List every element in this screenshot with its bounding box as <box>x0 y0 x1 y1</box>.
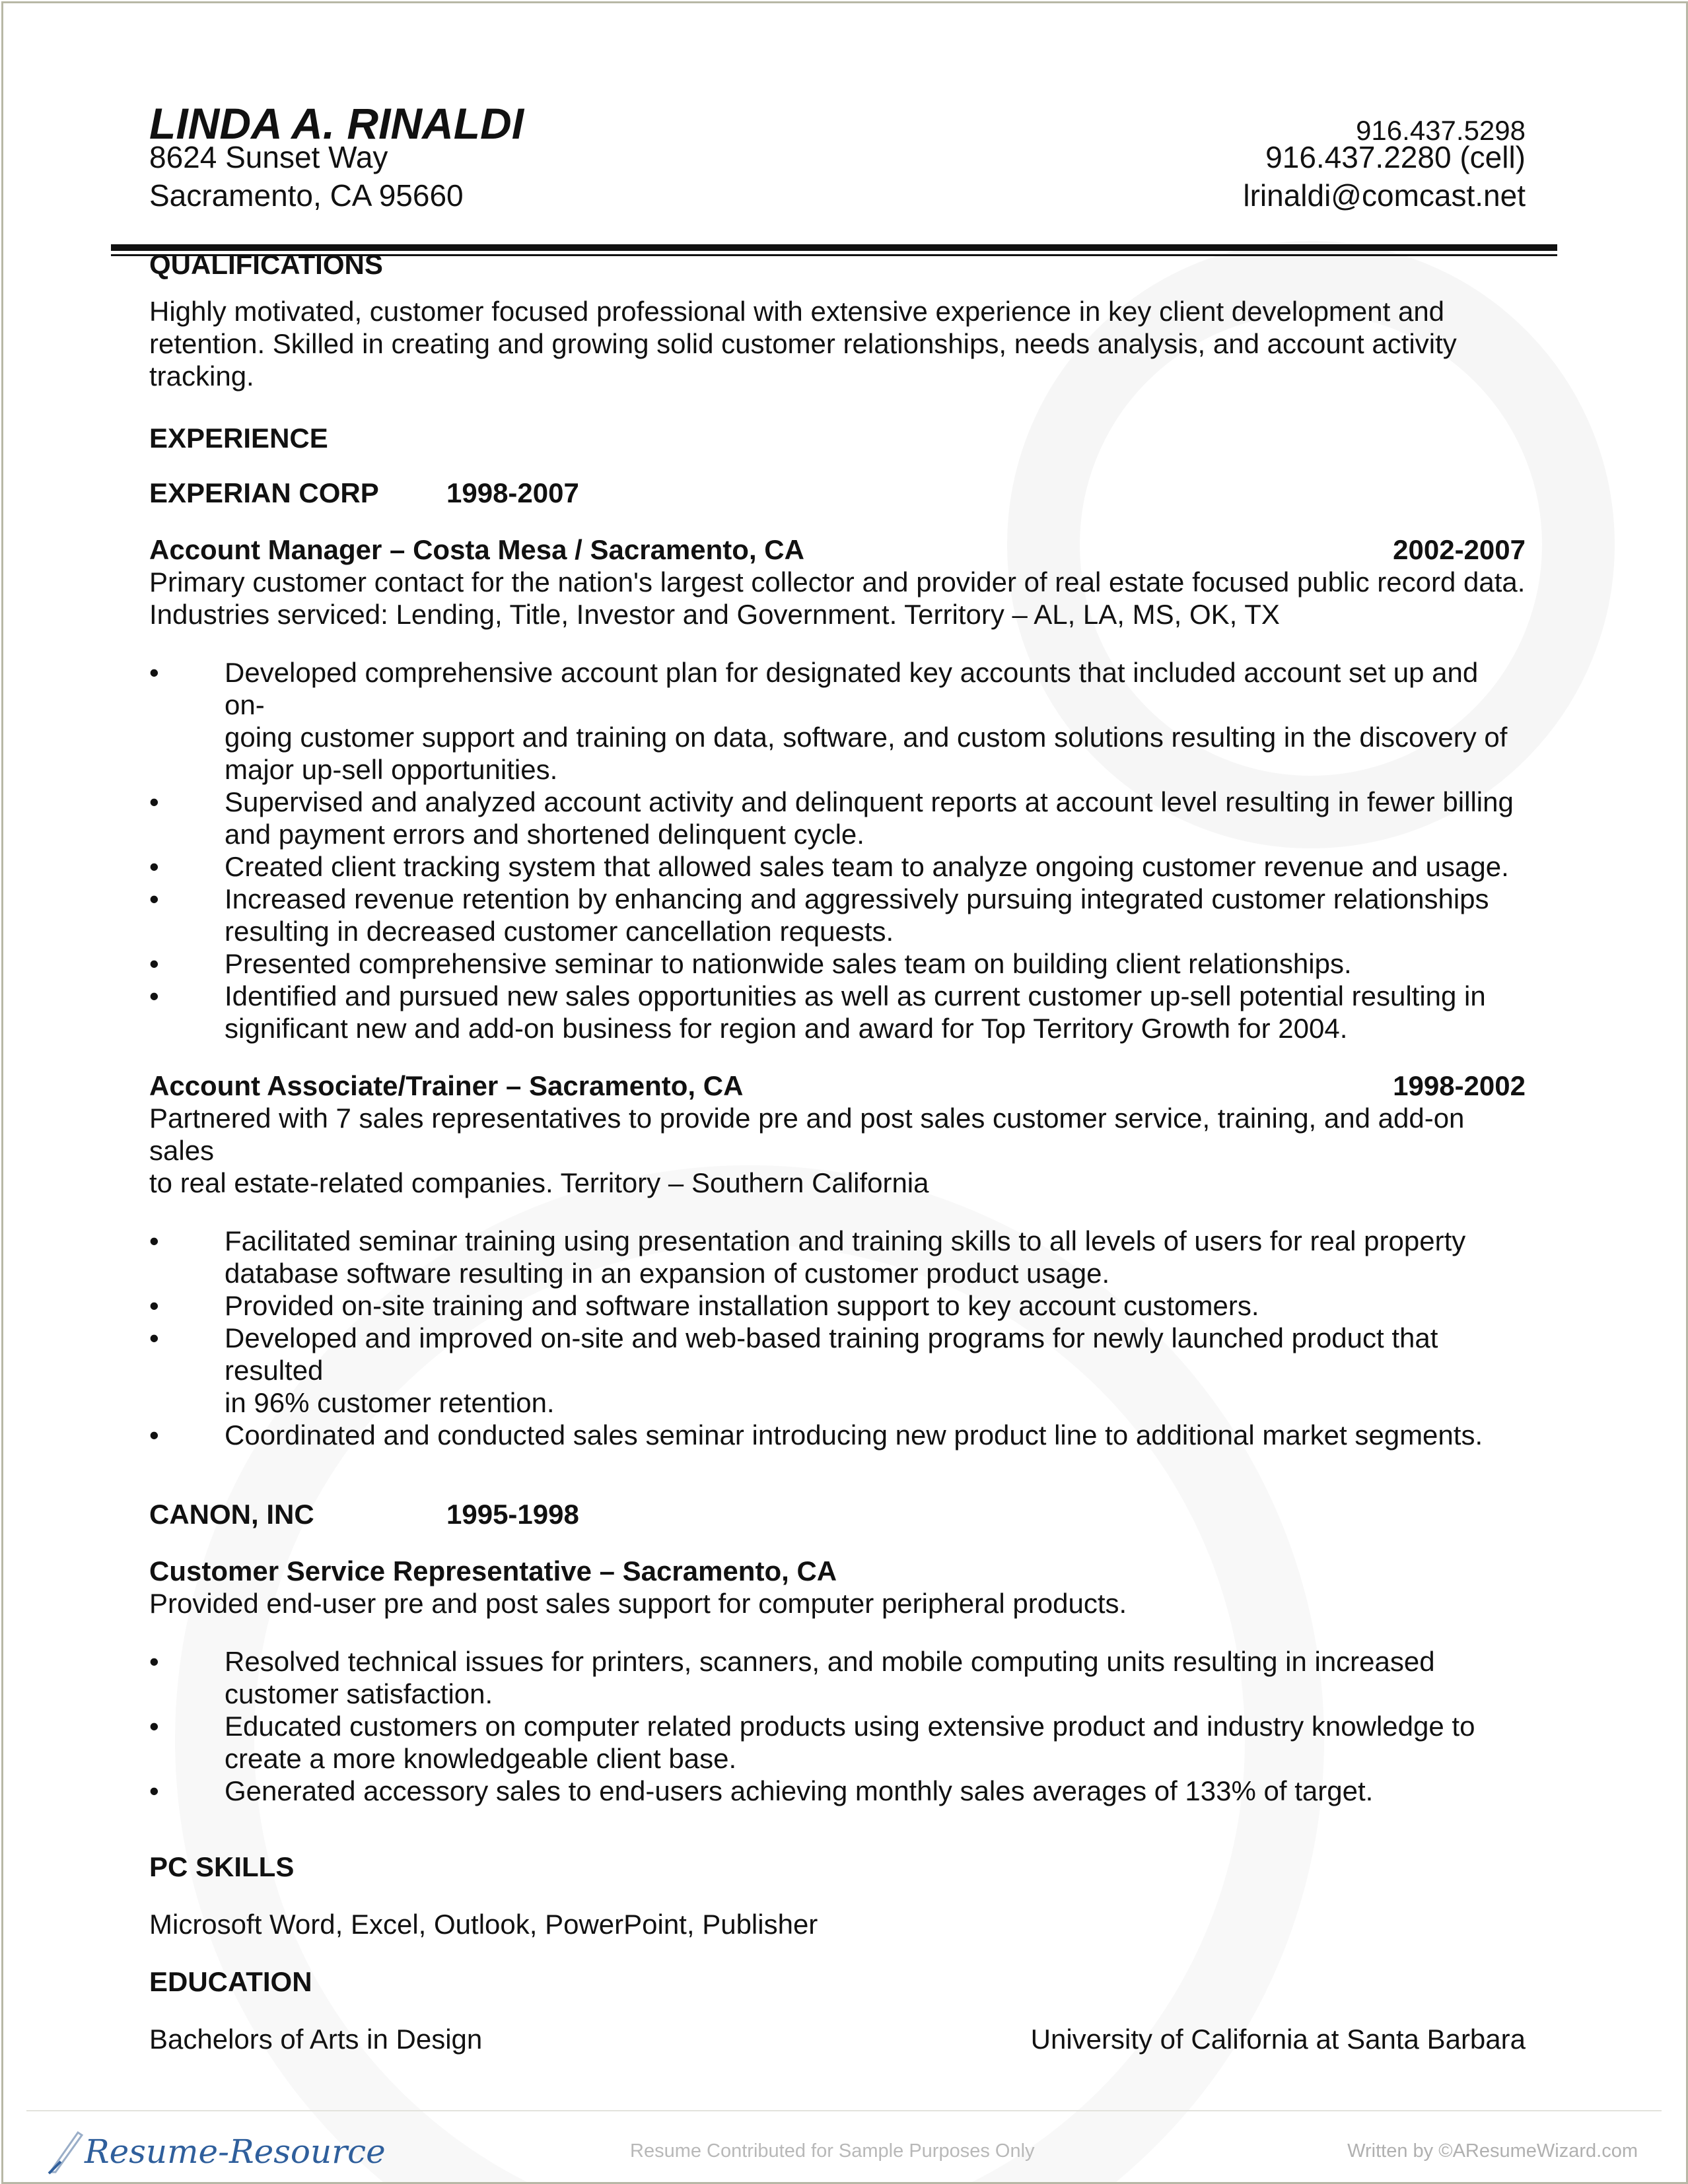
resume-document <box>149 99 1526 2055</box>
company-years: 1995-1998 <box>446 1499 579 1530</box>
job-title-row <box>149 1070 1526 1102</box>
job-years: 1998-2002 <box>1393 1070 1526 1101</box>
bullet-line: • Coordinated and conducted sales seminar introducing new product line to additional market segments. <box>225 1419 1483 1450</box>
bullet-line: • Provided on-site training and software installation support to key account customers. <box>225 1290 1259 1321</box>
pc-skills-text: Microsoft Word, Excel, Outlook, PowerPoint, Publisher <box>149 1909 818 1940</box>
bullet-line: database software resulting in an expansion of customer product usage. <box>225 1258 1110 1289</box>
qualifications-text <box>149 295 1526 392</box>
education-heading: EDUCATION <box>149 1966 312 1997</box>
job-description: Partnered with 7 sales representatives to provide pre and post sales customer service, training, and add-on sales <box>149 1103 1465 1166</box>
bullet-item <box>149 1225 1526 1289</box>
phone: 916.437.5298 <box>1356 115 1526 146</box>
bullet-line: resulting in decreased customer cancellation requests. <box>225 916 894 947</box>
resume-header <box>149 99 1526 251</box>
footer-logo <box>46 2129 386 2175</box>
header-row-2 <box>149 137 1526 177</box>
job-description: Provided end-user pre and post sales support for computer peripheral products. <box>149 1588 1127 1619</box>
bullet-line: going customer support and training on data, software, and custom solutions resulting in the discovery of <box>225 722 1508 753</box>
bullet-item <box>149 656 1526 786</box>
bullet-line: • Developed and improved on-site and web-based training programs for newly launched product that resulted <box>225 1322 1438 1386</box>
qualifications-line: tracking. <box>149 360 254 392</box>
bullet-item <box>149 1775 1526 1807</box>
footer-credit: Written by ©AResumeWizard.com <box>1347 2140 1638 2162</box>
bullet-line: • Created client tracking system that allowed sales team to analyze ongoing customer revenue and usage. <box>225 851 1509 882</box>
experience-heading: EXPERIENCE <box>149 423 328 454</box>
footer-divider <box>26 2110 1662 2111</box>
bullet-line: • Educated customers on computer related products using extensive product and industry knowledge to <box>225 1711 1475 1742</box>
job-title: Account Associate/Trainer – Sacramento, CA <box>149 1070 744 1101</box>
job-description: Industries serviced: Lending, Title, Investor and Government. Territory – AL, LA, MS, OK, TX <box>149 599 1280 630</box>
job-years: 2002-2007 <box>1393 534 1526 565</box>
job-description: to real estate-related companies. Territory – Southern California <box>149 1167 929 1198</box>
bullet-line: • Developed comprehensive account plan for designated key accounts that included account set up and on- <box>225 657 1479 720</box>
bullet-item <box>149 1289 1526 1322</box>
bullet-item <box>149 1419 1526 1451</box>
bullet-line: customer satisfaction. <box>225 1678 493 1709</box>
pc-skills-heading: PC SKILLS <box>149 1851 295 1882</box>
company-experian <box>149 477 1526 509</box>
header-row-3 <box>149 177 1526 214</box>
company-name: EXPERIAN CORP <box>149 477 379 508</box>
bullet-item <box>149 1322 1526 1419</box>
bullet-list <box>149 1225 1526 1451</box>
email: lrinaldi@comcast.net <box>1243 178 1526 213</box>
bullet-item <box>149 786 1526 850</box>
cell-phone: 916.437.2280 (cell) <box>1265 140 1526 174</box>
bullet-line: in 96% customer retention. <box>225 1387 555 1418</box>
address-line-1: 8624 Sunset Way <box>149 140 388 174</box>
company-years: 1998-2007 <box>446 477 579 508</box>
bullet-line: • Supervised and analyzed account activity and delinquent reports at account level resulting in fewer billing <box>225 786 1514 817</box>
education-school: University of California at Santa Barbara <box>1030 2024 1526 2055</box>
footer-disclaimer: Resume Contributed for Sample Purposes Only <box>630 2140 1035 2162</box>
bullet-list <box>149 1645 1526 1807</box>
page-footer <box>0 2110 1688 2183</box>
quill-icon <box>46 2129 85 2175</box>
job-title-row <box>149 533 1526 566</box>
bullet-item <box>149 883 1526 947</box>
qualifications-heading: QUALIFICATIONS <box>149 249 383 280</box>
bullet-line: • Resolved technical issues for printers, scanners, and mobile computing units resulting in increased <box>225 1646 1435 1677</box>
qualifications-line: retention. Skilled in creating and growing solid customer relationships, needs analysis, and account activity <box>149 328 1457 359</box>
bullet-list <box>149 656 1526 1044</box>
bullet-line: create a more knowledgeable client base. <box>225 1743 737 1774</box>
bullet-item <box>149 1645 1526 1710</box>
qualifications-section <box>149 248 1526 2055</box>
qualifications-line: Highly motivated, customer focused professional with extensive experience in key client development and <box>149 296 1445 327</box>
education-row <box>149 2023 1526 2055</box>
footer-logo-text: Resume-Resource <box>85 2133 386 2171</box>
bullet-line: significant new and add-on business for region and award for Top Territory Growth for 2004. <box>225 1013 1348 1044</box>
bullet-item <box>149 850 1526 883</box>
bullet-line: • Facilitated seminar training using presentation and training skills to all levels of users for real property <box>225 1225 1466 1256</box>
education-degree: Bachelors of Arts in Design <box>149 2024 483 2055</box>
job-title: Customer Service Representative – Sacramento, CA <box>149 1555 837 1587</box>
bullet-item <box>149 980 1526 1044</box>
bullet-line: major up-sell opportunities. <box>225 754 558 785</box>
address-line-2: Sacramento, CA 95660 <box>149 178 464 213</box>
bullet-item <box>149 1710 1526 1775</box>
bullet-line: • Presented comprehensive seminar to nationwide sales team on building client relationships. <box>225 948 1352 979</box>
bullet-line: • Identified and pursued new sales opportunities as well as current customer up-sell potential resulting in <box>225 980 1486 1011</box>
company-canon <box>149 1498 1526 1530</box>
bullet-line: • Generated accessory sales to end-users achieving monthly sales averages of 133% of target. <box>225 1775 1374 1806</box>
bullet-line: • Increased revenue retention by enhancing and aggressively pursuing integrated customer relationships <box>225 883 1489 914</box>
bullet-item <box>149 947 1526 980</box>
job-description: Primary customer contact for the nation's largest collector and provider of real estate focused public record data. <box>149 566 1526 597</box>
job-title: Account Manager – Costa Mesa / Sacramento, CA <box>149 534 804 565</box>
candidate-name: LINDA A. RINALDI <box>149 99 524 148</box>
bullet-line: and payment errors and shortened delinquent cycle. <box>225 819 864 850</box>
company-name: CANON, INC <box>149 1499 314 1530</box>
